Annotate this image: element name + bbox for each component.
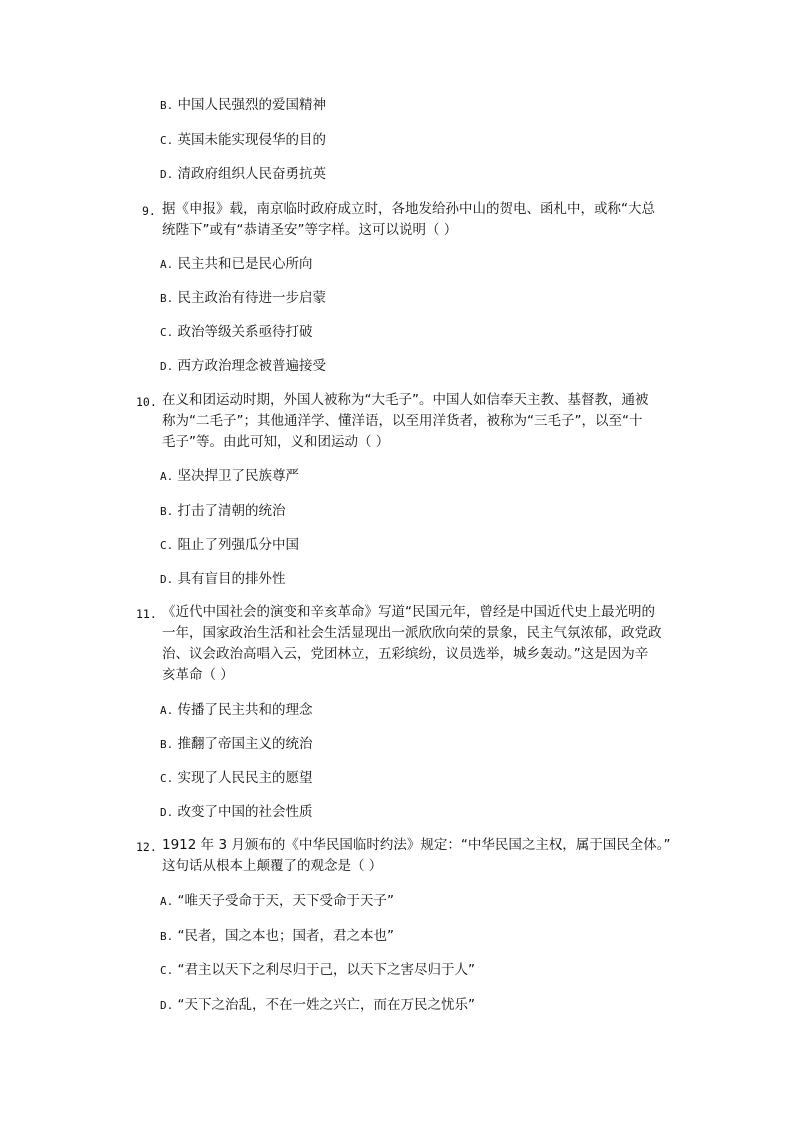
q11-option-b: B. 推翻了帝国主义的统治 <box>160 736 313 752</box>
q10-stem-line-3: 毛子”等。由此可知，义和团运动（ ） <box>162 434 390 450</box>
q11-stem-line-1: 《近代中国社会的演变和辛亥革命》写道“民国元年，曾经是中国近代史上最光明的 <box>162 604 655 620</box>
q10-option-d: D. 具有盲目的排外性 <box>160 571 286 587</box>
q9-option-b: B. 民主政治有待进一步启蒙 <box>160 290 327 306</box>
q12-option-a: A. “唯天子受命于天，天下受命于天子” <box>160 893 395 909</box>
q11-option-a: A. 传播了民主共和的理念 <box>160 702 313 718</box>
q11-stem-line-4: 亥革命（ ） <box>162 667 234 683</box>
q12-number: 12. <box>136 840 157 854</box>
q10-option-c: C. 阻止了列强瓜分中国 <box>160 537 300 553</box>
q8-option-c: C. 英国未能实现侵华的目的 <box>160 132 327 148</box>
q11-option-c: C. 实现了人民民主的愿望 <box>160 770 313 786</box>
q9-stem-line-2: 统陛下”或有“恭请圣安”等字样。这可以说明（ ） <box>162 222 458 238</box>
q12-option-d: D. “天下之治乱，不在一姓之兴亡，而在万民之忧乐” <box>160 997 476 1013</box>
q9-stem-line-1: 据《申报》载，南京临时政府成立时，各地发给孙中山的贺电、函札中，或称“大总 <box>162 201 655 217</box>
q10-stem-line-1: 在义和团运动时期，外国人被称为“大毛子”。中国人如信奉天主教、基督教，通被 <box>162 392 649 408</box>
q12-stem-line-1: 1912 年 3 月颁布的《中华民国临时约法》规定：“中华民国之主权，属于国民全体。” <box>162 837 671 853</box>
q8-option-b: B. 中国人民强烈的爱国精神 <box>160 97 327 113</box>
q9-number: 9. <box>142 204 156 218</box>
q12-option-c: C. “君主以天下之利尽归于己，以天下之害尽归于人” <box>160 962 476 978</box>
q10-option-a: A. 坚决捍卫了民族尊严 <box>160 468 300 484</box>
q8-option-d: D. 清政府组织人民奋勇抗英 <box>160 166 327 182</box>
q10-option-b: B. 打击了清朝的统治 <box>160 503 286 519</box>
q10-number: 10. <box>136 395 157 409</box>
q11-number: 11. <box>136 607 157 621</box>
q12-stem-line-2: 这句话从根本上颠覆了的观念是（ ） <box>162 858 383 874</box>
q11-stem-line-3: 治、议会政治高唱入云，党团林立，五彩缤纷，议员选举，城乡轰动。”这是因为辛 <box>162 646 649 662</box>
q12-option-b: B. “民者，国之本也；国者，君之本也” <box>160 928 395 944</box>
q9-option-d: D. 西方政治理念被普遍接受 <box>160 358 327 374</box>
q11-stem-line-2: 一年，国家政治生活和社会生活显现出一派欣欣向荣的景象，民主气氛浓郁，政党政 <box>162 625 662 641</box>
q11-option-d: D. 改变了中国的社会性质 <box>160 804 313 820</box>
q10-stem-line-2: 称为“二毛子”；其他通洋学、懂洋语，以至用洋货者，被称为“三毛子”，以至“十 <box>162 413 643 429</box>
q9-option-a: A. 民主共和已是民心所向 <box>160 256 313 272</box>
q9-option-c: C. 政治等级关系亟待打破 <box>160 324 313 340</box>
